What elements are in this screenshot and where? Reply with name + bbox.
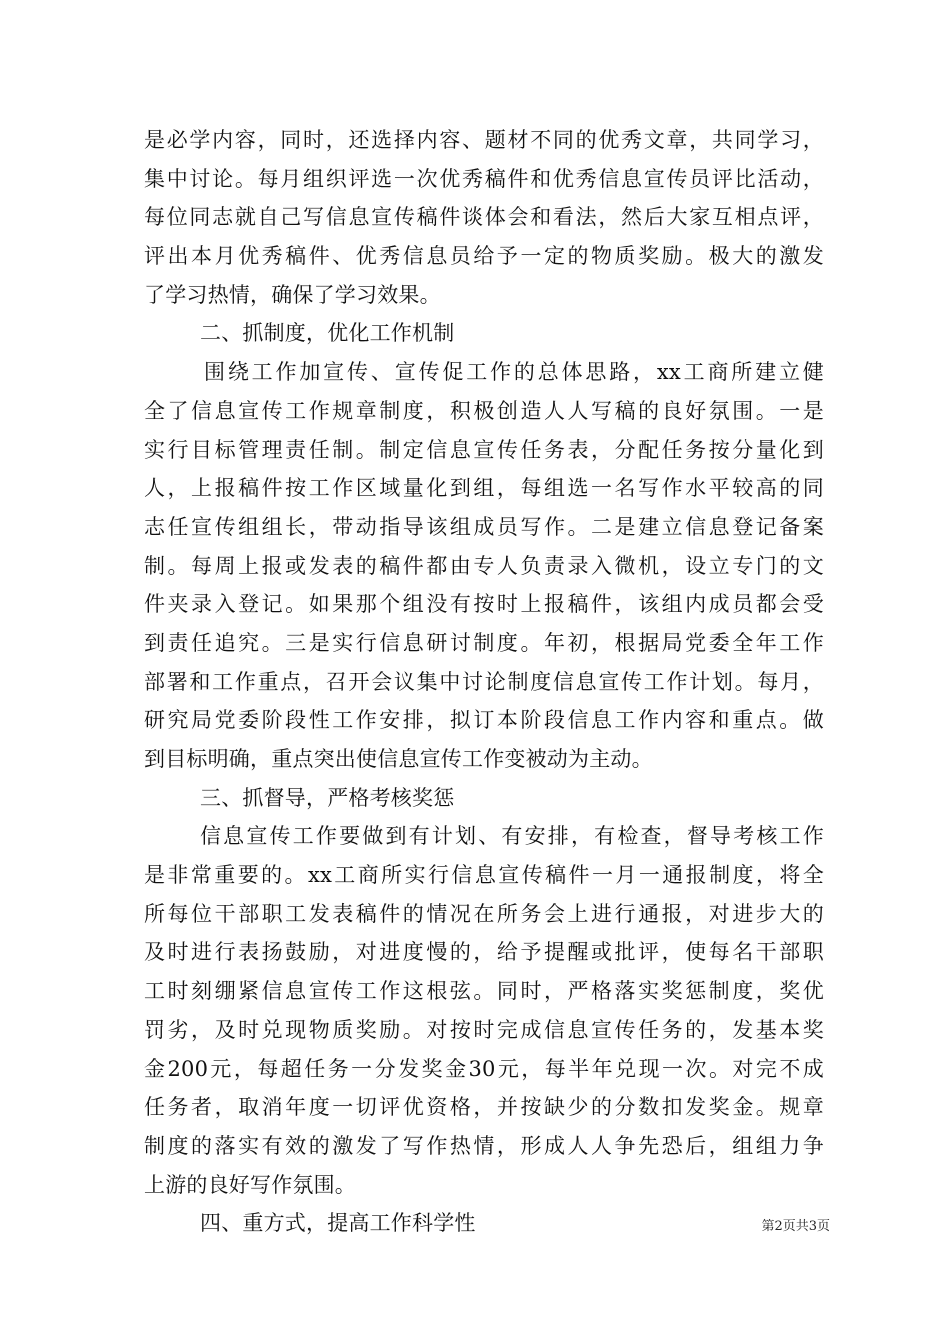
body-line: 每位同志就自己写信息宣传稿件谈体会和看法，然后大家互相点评，: [144, 205, 824, 230]
page-number: 第2页共3页: [761, 1219, 830, 1234]
section-heading-2: 二、抓制度，优化工作机制: [200, 321, 455, 346]
body-line: 信息宣传工作要做到有计划、有安排，有检查，督导考核工作: [200, 824, 824, 849]
body-line: 制。每周上报或发表的稿件都由专人负责录入微机，设立专门的文: [144, 553, 824, 578]
body-line: 到目标明确，重点突出使信息宣传工作变被动为主动。: [144, 747, 653, 771]
body-line: 志任宣传组组长，带动指导该组成员写作。二是建立信息登记备案: [144, 514, 824, 539]
section-heading-4: 四、重方式，提高工作科学性: [200, 1211, 476, 1236]
body-line: 任务者，取消年度一切评优资格，并按缺少的分数扣发奖金。规章: [144, 1095, 824, 1120]
body-line: 研究局党委阶段性工作安排，拟订本阶段信息工作内容和重点。做: [144, 708, 824, 733]
section-heading-3: 三、抓督导，严格考核奖惩: [200, 785, 455, 810]
body-line: 是非常重要的。xx工商所实行信息宣传稿件一月一通报制度，将全: [144, 863, 824, 888]
body-line: 评出本月优秀稿件、优秀信息员给予一定的物质奖励。极大的激发: [144, 244, 824, 269]
body-line: 是必学内容，同时，还选择内容、题材不同的优秀文章，共同学习，: [144, 128, 824, 152]
body-line: 全了信息宣传工作规章制度，积极创造人人写稿的良好氛围。一是: [144, 398, 824, 423]
body-line: 围绕工作加宣传、宣传促工作的总体思路，xx工商所建立健: [204, 360, 824, 385]
body-line: 到责任追究。三是实行信息研讨制度。年初，根据局党委全年工作: [144, 630, 824, 655]
body-line: 工时刻绷紧信息宣传工作这根弦。同时，严格落实奖惩制度，奖优: [144, 979, 824, 1004]
body-line: 及时进行表扬鼓励，对进度慢的，给予提醒或批评，使每名干部职: [144, 940, 824, 965]
body-line: 罚劣，及时兑现物质奖励。对按时完成信息宣传任务的，发基本奖: [144, 1017, 824, 1042]
document-body: [144, 121, 824, 1243]
body-line: 了学习热情，确保了学习效果。: [144, 282, 441, 307]
body-line: 上游的良好写作氛围。: [144, 1172, 356, 1197]
body-line: 件夹录入登记。如果那个组没有按时上报稿件，该组内成员都会受: [144, 592, 824, 617]
body-line: 部署和工作重点，召开会议集中讨论制度信息宣传工作计划。每月，: [144, 669, 824, 694]
body-line: 所每位干部职工发表稿件的情况在所务会上进行通报，对进步大的: [144, 901, 824, 926]
body-line: 实行目标管理责任制。制定信息宣传任务表，分配任务按分量化到: [144, 437, 824, 462]
body-line: 制度的落实有效的激发了写作热情，形成人人争先恐后，组组力争: [144, 1133, 824, 1158]
body-line: 集中讨论。每月组织评选一次优秀稿件和优秀信息宣传员评比活动，: [144, 166, 824, 191]
body-line: 金200元，每超任务一分发奖金30元，每半年兑现一次。对完不成: [144, 1056, 824, 1081]
body-line: 人，上报稿件按工作区域量化到组，每组选一名写作水平较高的同: [144, 476, 824, 501]
